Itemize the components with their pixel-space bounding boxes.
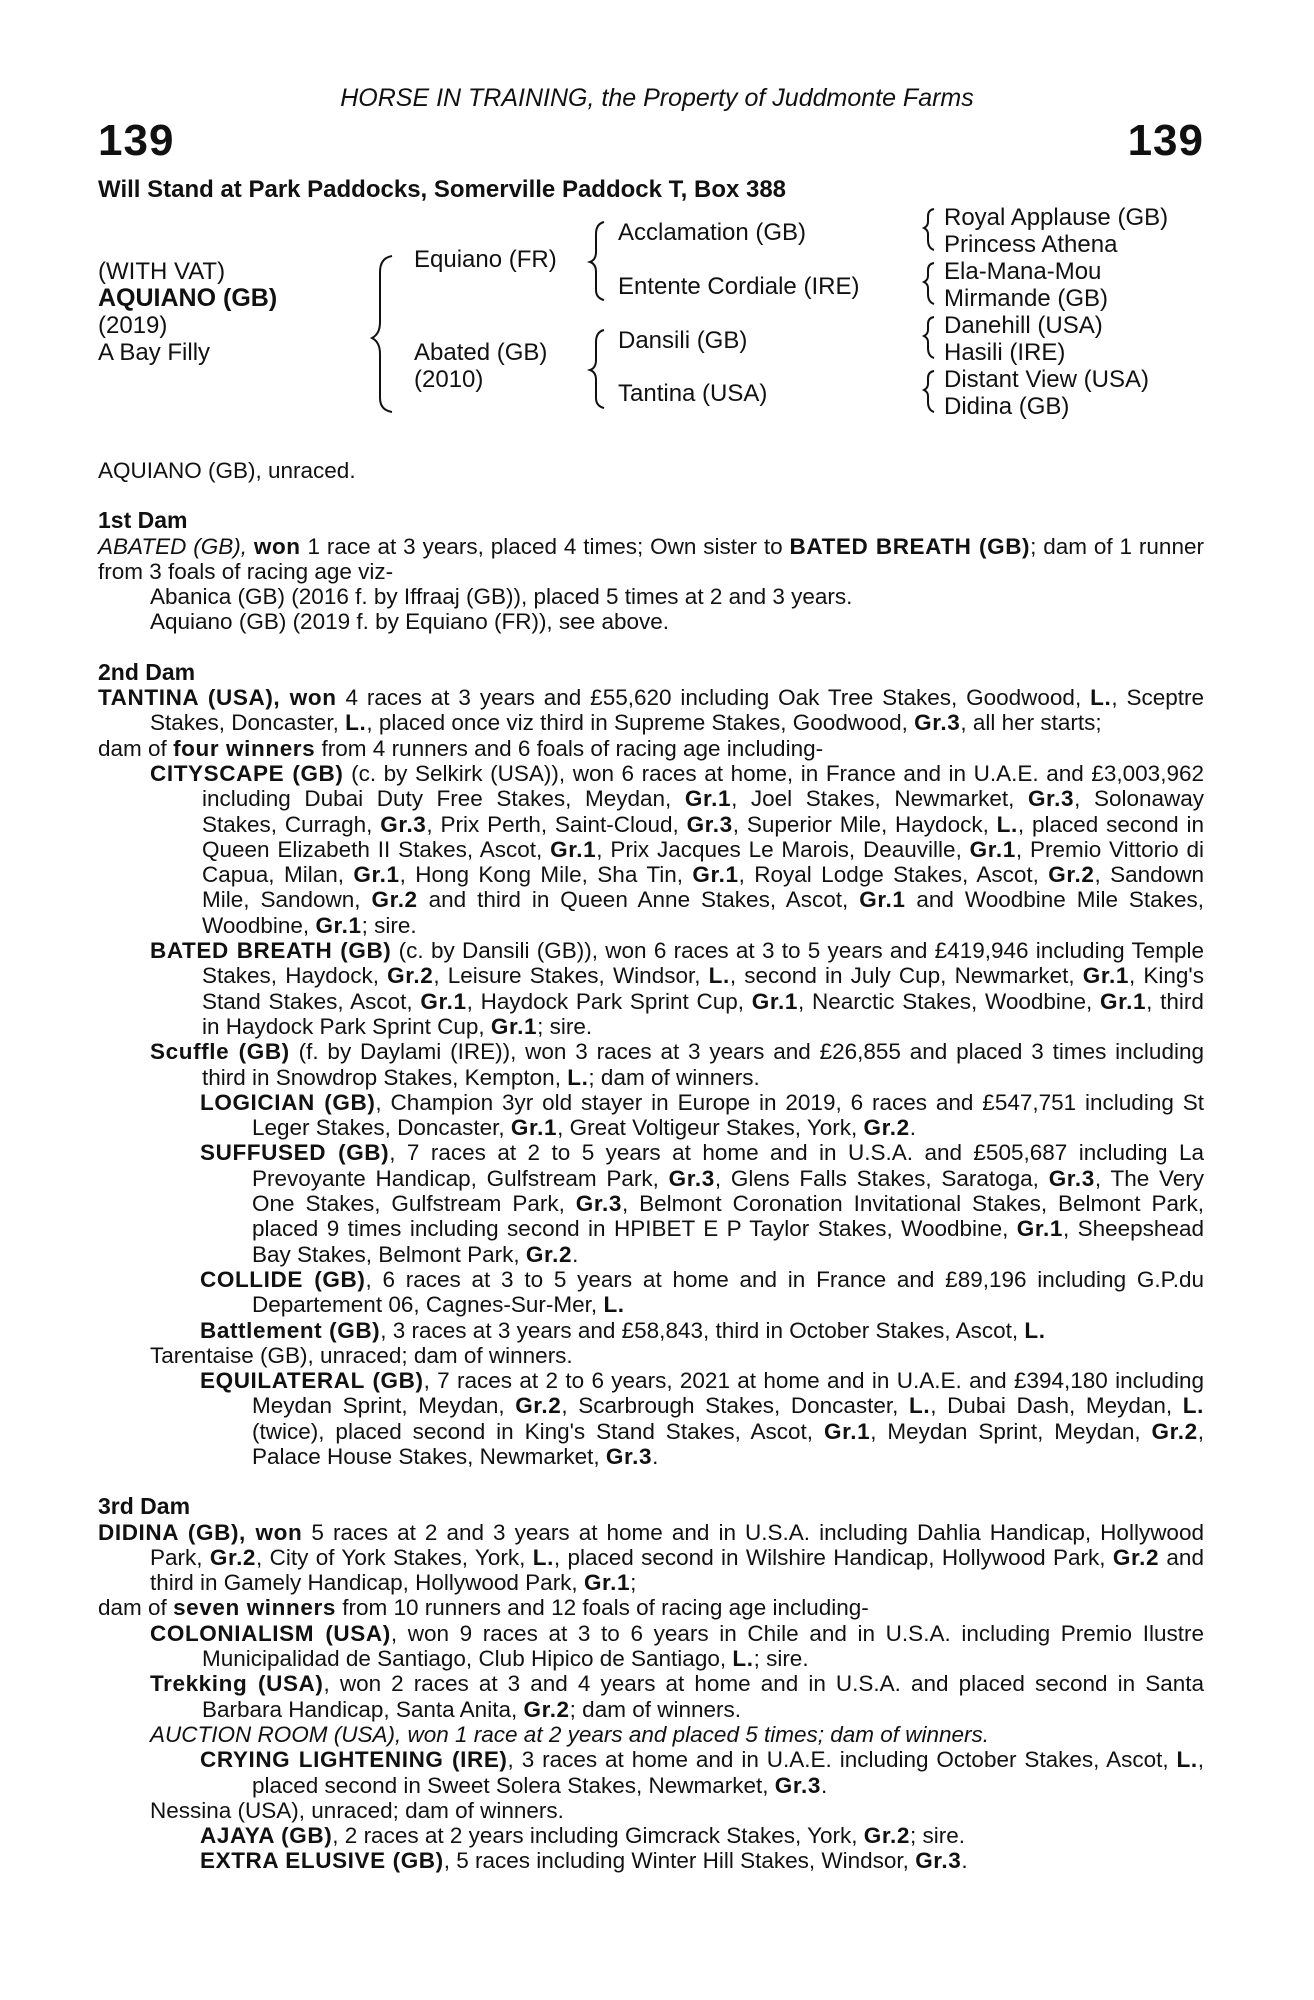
tarentaise-entry: Tarentaise (GB), unraced; dam of winners. (150, 1342, 573, 1368)
sds: Ela-Mana-Mou (944, 258, 1102, 285)
logician-entry: LOGICIAN (GB), Champion 3yr old stayer in Europe in 2019, 6 races and £547,751 including St Leger Stakes, Doncaster, Gr.1, Great Voltigeur Stakes, York, Gr.2. (200, 1089, 1204, 1141)
tantina-record: TANTINA (USA), won 4 races at 3 years and £55,620 including Oak Tree Stakes, Goodwood, L., Sceptre Stakes, Doncaster, L., placed once viz third in Supreme Stakes, Goodwood, Gr.3, all her starts; (98, 685, 1204, 736)
ddd: Didina (GB) (944, 393, 1070, 420)
pedigree-notes (98, 458, 1204, 1874)
sire-dam: Entente Cordiale (IRE) (618, 273, 860, 300)
suffused-entry: SUFFUSED (GB), 7 races at 2 to 5 years at home and in U.S.A. and £505,687 including La Prevoyante Handicap, Gulfstream Park, Gr.3, Glens Falls Stakes, Saratoga, Gr.3, The Very One Stakes, Gulfstream Park, Gr.3, Belmont Coronation Invitational Stakes, Belmont Park, placed 9 times including second in HPIBET E P Taylor Stakes, Woodbine, Gr.1, Sheepshead Bay Stakes, Belmont Park, Gr.2. (200, 1140, 1204, 1267)
dam: Abated (GB) (414, 339, 548, 366)
dam-dam: Tantina (USA) (618, 380, 768, 407)
vat-note: (WITH VAT) (98, 258, 226, 285)
collide-entry: COLLIDE (GB), 6 races at 3 to 5 years at home and in France and £89,196 including G.P.du Departement 06, Cagnes-Sur-Mer, L. (200, 1266, 1204, 1318)
horse-name: AQUIANO (GB) (98, 284, 278, 312)
didina-produce: dam of seven winners from 10 runners and 12 foals of racing age including- (98, 1595, 869, 1621)
third-dam-heading: 3rd Dam (98, 1493, 191, 1520)
cityscape-entry: CITYSCAPE (GB) (c. by Selkirk (USA)), won 6 races at home, in France and in U.A.E. and £3,003,962 including Dubai Duty Free Stakes, Meydan, Gr.1, Joel Stakes, Newmarket, Gr.3, Solonaway Stakes, Curragh, Gr.3, Prix Perth, Saint-Cloud, Gr.3, Superior Mile, Haydock, L., placed second in Queen Elizabeth II Stakes, Ascot, Gr.1, Prix Jacques Le Marois, Deauville, Gr.1, Premio Vittorio di Capua, Milan, Gr.1, Hong Kong Mile, Sha Tin, Gr.1, Royal Lodge Stakes, Ascot, Gr.2, Sandown Mile, Sandown, Gr.2 and third in Queen Anne Stakes, Ascot, Gr.1 and Woodbine Mile Stakes, Woodbine, Gr.1; sire. (150, 760, 1205, 938)
horse-year: (2019) (98, 312, 168, 339)
horse-description: A Bay Filly (98, 339, 211, 366)
crying-lightening-entry: CRYING LIGHTENING (IRE), 3 races at home and in U.A.E. including October Stakes, Ascot, L., placed second in Sweet Solera Stakes, Newmarket, Gr.3. (200, 1747, 1204, 1798)
first-dam-heading: 1st Dam (98, 507, 188, 534)
dam-sire: Dansili (GB) (618, 327, 748, 354)
ajaya-entry: AJAYA (GB), 2 races at 2 years including Gimcrack Stakes, York, Gr.2; sire. (200, 1823, 965, 1849)
extra-elusive-entry: EXTRA ELUSIVE (GB), 5 races including Winter Hill Stakes, Windsor, Gr.3. (200, 1848, 968, 1874)
first-dam-foal-2: Aquiano (GB) (2019 f. by Equiano (FR)), see above. (150, 609, 670, 635)
stand-location: Will Stand at Park Paddocks, Somerville Paddock T, Box 388 (98, 176, 787, 203)
lot-number-left: 139 (98, 116, 175, 165)
sss: Royal Applause (GB) (944, 204, 1169, 231)
auction-room-entry: AUCTION ROOM (USA), won 1 race at 2 years and placed 5 times; dam of winners. (150, 1721, 990, 1747)
second-dam-heading: 2nd Dam (98, 658, 196, 685)
ssd: Princess Athena (944, 231, 1118, 258)
first-dam-foal-1: Abanica (GB) (2016 f. by Iffraaj (GB)), placed 5 times at 2 and 3 years. (150, 584, 853, 610)
pedigree-brackets (0, 0, 1314, 440)
battlement-entry: Battlement (GB), 3 races at 3 years and £58,843, third in October Stakes, Ascot, L. (200, 1317, 1046, 1343)
colonialism-entry: COLONIALISM (USA), won 9 races at 3 to 6 years in Chile and in U.S.A. including Premio Ilustre Municipalidad de Santiago, Club Hipico de Santiago, L.; sire. (150, 1620, 1204, 1672)
catalogue-header: HORSE IN TRAINING, the Property of Juddmonte Farms (340, 84, 974, 112)
tantina-produce: dam of four winners from 4 runners and 6 foals of racing age including- (98, 735, 824, 761)
dsd: Hasili (IRE) (944, 339, 1066, 366)
sdd: Mirmande (GB) (944, 285, 1109, 312)
didina-record: DIDINA (GB), won 5 races at 2 and 3 years at home and in U.S.A. including Dahlia Handicap, Hollywood Park, Gr.2, City of York Stakes, York, L., placed second in Wilshire Handicap, Hollywood Park, Gr.2 and third in Gamely Handicap, Hollywood Park, Gr.1; (98, 1519, 1204, 1596)
sire-sire: Acclamation (GB) (618, 219, 807, 246)
nessina-entry: Nessina (USA), unraced; dam of winners. (150, 1797, 564, 1823)
intro-line: AQUIANO (GB), unraced. (98, 458, 356, 483)
bated-breath-entry: BATED BREATH (GB) (c. by Dansili (GB)), won 6 races at 3 to 5 years and £419,946 including Temple Stakes, Haydock, Gr.2, Leisure Stakes, Windsor, L., second in July Cup, Newmarket, Gr.1, King's Stand Stakes, Ascot, Gr.1, Haydock Park Sprint Cup, Gr.1, Nearctic Stakes, Woodbine, Gr.1, third in Haydock Park Sprint Cup, Gr.1; sire. (150, 938, 1204, 1039)
lot-number-right: 139 (1127, 116, 1204, 165)
equilateral-entry: EQUILATERAL (GB), 7 races at 2 to 6 years, 2021 at home and in U.A.E. and £394,180 including Meydan Sprint, Meydan, Gr.2, Scarbrough Stakes, Doncaster, L., Dubai Dash, Meydan, L. (twice), placed second in King's Stand Stakes, Ascot, Gr.1, Meydan Sprint, Meydan, Gr.2, Palace House Stakes, Newmarket, Gr.3. (200, 1368, 1204, 1469)
dds: Distant View (USA) (944, 366, 1149, 393)
dss: Danehill (USA) (944, 312, 1103, 339)
first-dam-text: ABATED (GB), won 1 race at 3 years, placed 4 times; Own sister to BATED BREATH (GB); dam of 1 runner from 3 foals of racing age viz- (98, 533, 1204, 584)
sire: Equiano (FR) (414, 246, 557, 273)
trekking-entry: Trekking (USA), won 2 races at 3 and 4 years at home and in U.S.A. and placed second in Santa Barbara Handicap, Santa Anita, Gr.2; dam of winners. (150, 1671, 1204, 1722)
dam-year: (2010) (414, 366, 484, 393)
scuffle-entry: Scuffle (GB) (f. by Daylami (IRE)), won 3 races at 3 years and £26,855 and placed 3 times including third in Snowdrop Stakes, Kempton, L.; dam of winners. (150, 1039, 1204, 1090)
